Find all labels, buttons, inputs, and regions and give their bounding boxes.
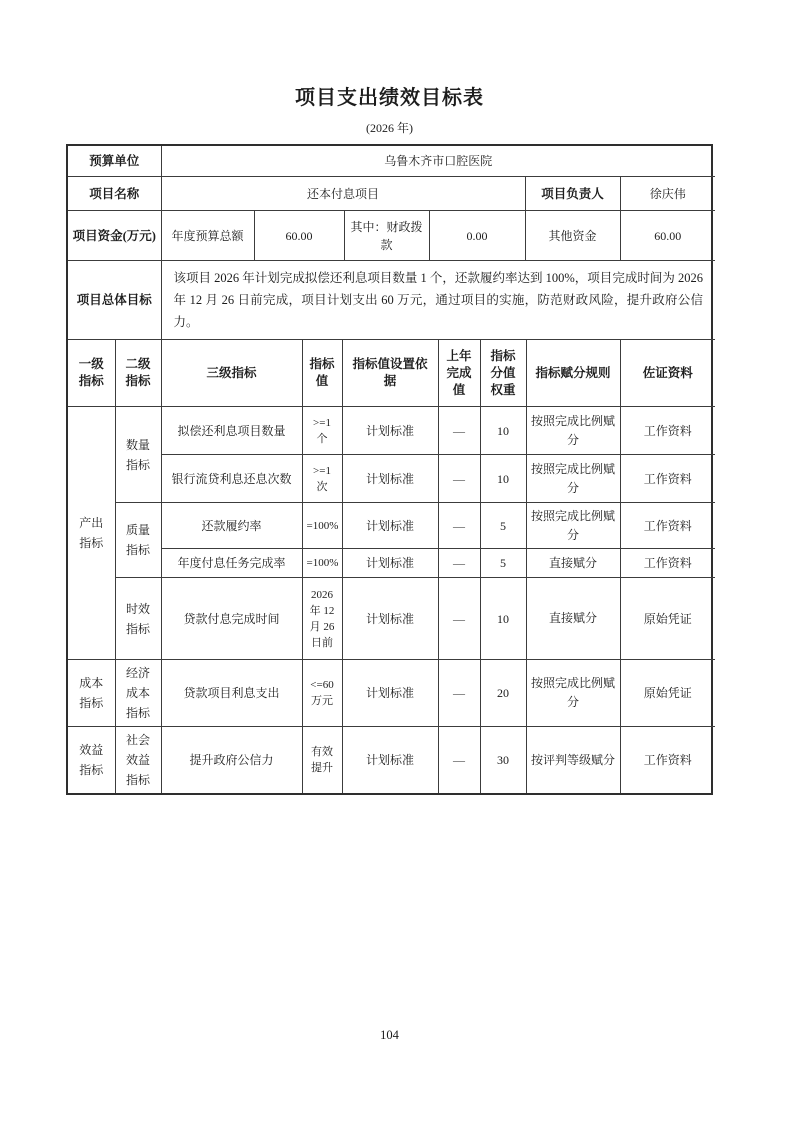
info-table [68,146,715,261]
rule-cell: 按评判等级赋分 [526,727,620,794]
rule-cell: 按照完成比例赋分 [526,660,620,727]
basis-cell: 计划标准 [342,407,438,455]
header-score-weight: 指标分值权重 [480,340,526,407]
level2-indicator-cell: 社会效益指标 [115,727,161,794]
budget-unit-row [68,146,715,177]
indicator-value-cell: =100% [302,549,342,578]
grid-row [68,407,715,455]
rule-cell: 按照完成比例赋分 [526,455,620,503]
rule-cell: 按照完成比例赋分 [526,407,620,455]
rule-cell: 按照完成比例赋分 [526,503,620,549]
project-manager-label: 项目负责人 [525,177,620,211]
indicator-name-cell: 还款履约率 [161,503,302,549]
other-funds-value: 60.00 [620,211,715,261]
evidence-cell: 工作资料 [620,503,715,549]
level1-indicator-cell: 成本指标 [68,660,115,727]
project-name-value: 还本付息项目 [161,177,525,211]
grid-row [68,455,715,503]
overall-goal-table [68,261,715,340]
indicator-value-cell: =100% [302,503,342,549]
header-evidence: 佐证资料 [620,340,715,407]
header-level1-indicator: 一级指标 [68,340,115,407]
evidence-cell: 工作资料 [620,455,715,503]
evidence-cell: 工作资料 [643,753,692,767]
level1-indicator-cell: 效益指标 [68,727,115,794]
budget-unit-label: 预算单位 [68,146,161,177]
prev-year-cell: — [438,455,480,503]
level2-indicator-cell: 经济成本指标 [115,660,161,727]
project-manager-value: 徐庆伟 [620,177,715,211]
indicator-name-cell: 银行流贷利息还息次数 [161,455,302,503]
indicators-grid [68,340,715,793]
evidence-cell: 工作资料 [620,549,715,578]
weight-cell: 20 [480,660,526,727]
project-name-row [68,177,715,211]
level2-indicator-cell: 质量指标 [115,503,161,578]
indicator-name-cell: 拟偿还利息项目数量 [161,407,302,455]
grid-row [68,660,715,727]
annual-budget-label: 年度预算总额 [161,211,254,261]
prev-year-cell: — [438,407,480,455]
level2-indicator-cell: 时效指标 [115,578,161,660]
grid-row [68,727,715,794]
project-name-label: 项目名称 [68,177,161,211]
grid-row [68,549,715,578]
weight-cell: 10 [480,455,526,503]
grid-row [68,578,715,660]
basis-cell: 计划标准 [342,549,438,578]
weight-cell: 10 [480,407,526,455]
header-prev-year-value: 上年完成值 [438,340,480,407]
header-level3-indicator: 三级指标 [161,340,302,407]
basis-cell: 计划标准 [342,503,438,549]
project-funds-row [68,211,715,261]
fiscal-allocation-label: 其中：财政拨款 [344,211,429,261]
basis-cell: 计划标准 [342,578,438,660]
page-title: 项目支出绩效目标表 [295,87,484,109]
header-level2-indicator: 二级指标 [115,340,161,407]
prev-year-cell: — [438,503,480,549]
indicator-value-cell: <=60 万元 [302,660,342,727]
indicator-name-cell: 提升政府公信力 [161,727,302,794]
indicator-name-cell: 贷款项目利息支出 [161,660,302,727]
header-scoring-rule: 指标赋分规则 [526,340,620,407]
evidence-cell: 工作资料 [620,407,715,455]
performance-target-table [66,144,713,795]
weight-cell: 30 [480,727,526,794]
overall-goal-label: 项目总体目标 [68,261,161,340]
rule-cell: 直接赋分 [526,549,620,578]
indicator-name-cell: 年度付息任务完成率 [161,549,302,578]
weight-cell: 10 [480,578,526,660]
grid-header-row [68,340,715,407]
header-indicator-value: 指标值 [302,340,342,407]
project-funds-label: 项目资金(万元) [68,211,161,261]
document-content [66,86,713,1042]
indicator-value-cell: >=1 个 [302,407,342,455]
header-value-basis: 指标值设置依据 [342,340,438,407]
page-number: 104 [380,1028,399,1042]
evidence-cell: 原始凭证 [620,578,715,660]
prev-year-cell: — [438,727,480,794]
indicator-value-cell: 2026 年 12 月 26 日前 [302,578,342,660]
prev-year-cell: — [438,578,480,660]
basis-cell: 计划标准 [342,660,438,727]
indicator-value-cell: >=1 次 [302,455,342,503]
weight-cell: 5 [480,503,526,549]
budget-unit-value: 乌鲁木齐市口腔医院 [161,146,715,177]
overall-goal-row [68,261,715,340]
basis-cell: 计划标准 [342,455,438,503]
prev-year-cell: — [438,549,480,578]
other-funds-label: 其他资金 [525,211,620,261]
weight-cell: 5 [480,549,526,578]
indicator-name-cell: 贷款付息完成时间 [161,578,302,660]
page-subtitle: (2026 年) [366,121,413,135]
indicator-value-cell: 有效提升 [302,727,342,794]
fiscal-allocation-value: 0.00 [429,211,525,261]
overall-goal-text: 该项目 2026 年计划完成拟偿还利息项目数量 1 个，还款履约率达到 100%，项目完成时间为 2026 年 12 月 26 日前完成，项目计划支出 60 万元，通过项目的实施，防范财政风险，提升政府公信力。 [161,261,715,340]
evidence-cell: 原始凭证 [620,660,715,727]
level2-indicator-cell: 数量指标 [115,407,161,503]
basis-cell: 计划标准 [342,727,438,794]
annual-budget-value: 60.00 [254,211,344,261]
level1-indicator-cell: 产出指标 [68,407,115,660]
grid-row [68,503,715,549]
prev-year-cell: — [438,660,480,727]
rule-cell: 直接赋分 [526,578,620,660]
